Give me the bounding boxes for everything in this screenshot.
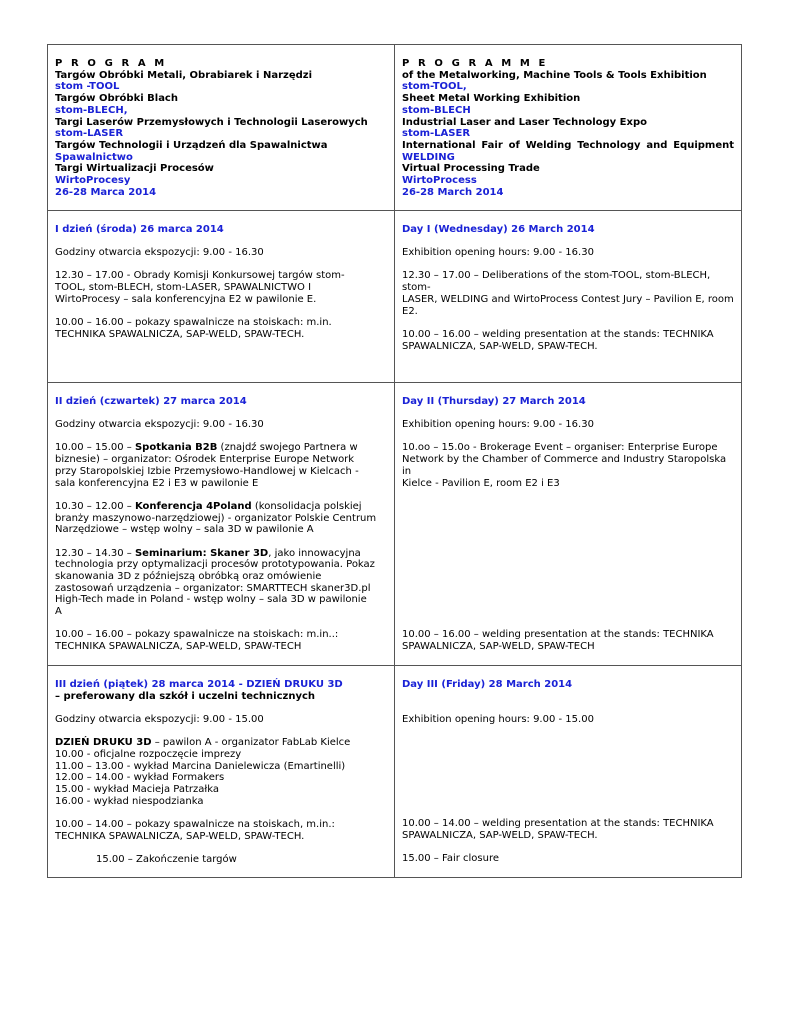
header-pl-lines — [55, 70, 387, 199]
text-line: 16.00 - wykład niespodzianka — [55, 795, 204, 807]
text-line: SPAWALNICZA, SAP-WELD, SPAW-TECH — [402, 640, 595, 652]
text-line: TECHNIKA SPAWALNICZA, SAP-WELD, SPAW-TECH. — [55, 328, 305, 340]
day1-jury-pl — [55, 270, 387, 305]
day1-hours-en: Exhibition opening hours: 9.00 - 16.30 — [402, 247, 594, 259]
day1-welding-en — [402, 329, 734, 352]
text-line: 10.00 – 14.00 – pokazy spawalnicze na stoiskach, m.in.: — [55, 818, 335, 830]
text-line: SPAWALNICZA, SAP-WELD, SPAW-TECH. — [402, 340, 598, 352]
header-en-cell — [395, 45, 742, 211]
text-line: biznesie) – organizator: Ośrodek Enterprise Europe Network — [55, 454, 355, 466]
day2-pl-cell — [48, 383, 395, 666]
text-line: SPAWALNICZA, SAP-WELD, SPAW-TECH. — [402, 830, 598, 842]
day2-title-pl: II dzień (czwartek) 27 marca 2014 — [55, 396, 247, 408]
header-pl-cell — [48, 45, 395, 211]
day2-row — [48, 383, 742, 666]
day2-brokerage-en — [402, 442, 734, 489]
day1-row — [48, 211, 742, 383]
header-line: Targów Obróbki Blach — [55, 93, 178, 105]
day2-seminar-pl: 12.30 – 14.30 – Seminarium: Skaner 3D, jako innowacyjna technologia przy optymalizacji procesów prototypowania. Pokaz skanowania 3D z późniejszą obróbką oraz omówienie zastosowań urządzenia – organizator: SMARTTECH skaner3D.pl High-Tech made in Poland - wstęp wolny – sala 3D w pawilonie A — [55, 548, 387, 618]
text-line: 12.30 – 17.00 - Obrady Komisji Konkursowej targów stom- — [55, 270, 345, 282]
day3-pl-cell — [48, 666, 395, 878]
text-line: skanowania 3D z późniejszą obróbką oraz omówienie — [55, 570, 322, 582]
day3-print-pl: DZIEŃ DRUKU 3D – pawilon A - organizator FabLab Kielce 10.00 - oficjalne rozpoczęcie imprezy 11.00 – 13.00 - wykład Marcina Danielewicza (Emartinelli) 12.00 – 14.00 - wykład Formakers 15.00 - wykład Macieja Patrzałka 16.00 - wykład niespodzianka — [55, 737, 387, 807]
header-line: Targów Obróbki Metali, Obrabiarek i Narzędzi — [55, 69, 313, 81]
text-line: 10.00 - oficjalne rozpoczęcie imprezy — [55, 748, 242, 760]
header-line-highlight: stom-LASER — [402, 128, 471, 140]
day3-closing-en: 15.00 – Fair closure — [402, 853, 500, 865]
day2-hours-en: Exhibition opening hours: 9.00 - 16.30 — [402, 419, 594, 431]
header-line: Targi Wirtualizacji Procesów — [55, 163, 214, 175]
text-line: A — [55, 606, 62, 618]
header-line-highlight: stom-LASER — [55, 128, 124, 140]
text-line: WirtoProcesy – sala konferencyjna E2 w pawilonie E. — [55, 293, 317, 305]
header-row — [48, 45, 742, 211]
seminar-label: Seminarium: Skaner 3D — [134, 547, 269, 559]
text-line: 10.00 – 16.00 – pokazy spawalnicze na stoiskach: m.in..: — [55, 629, 339, 641]
header-line: Industrial Laser and Laser Technology Expo — [402, 116, 647, 128]
day3-welding-pl — [55, 819, 387, 842]
program-title-pl: P R O G R A M — [55, 58, 167, 69]
text-line: sala konferencyjna E2 i E3 w pawilonie E — [55, 477, 259, 489]
text-line: branży maszynowo-narzędziowej) - organizator Polskie Centrum — [55, 512, 377, 524]
text-line: 10.00 – 14.00 – welding presentation at the stands: TECHNIKA — [402, 818, 714, 830]
text-line: TECHNIKA SPAWALNICZA, SAP-WELD, SPAW-TECH — [55, 641, 302, 653]
day3-title-pl: III dzień (piątek) 28 marca 2014 - DZIEŃ DRUKU 3D – preferowany dla szkół i uczelni technicznych — [55, 679, 387, 702]
header-line-highlight: WirtoProcess — [402, 175, 477, 187]
day2-conf-pl: 10.30 – 12.00 – Konferencja 4Poland (konsolidacja polskiej branży maszynowo-narzędziowej) - organizator Polskie Centrum Narzędziowe – wstęp wolny – sala 3D w pawilonie A — [55, 501, 387, 536]
text-line: 10.oo – 15.0o - Brokerage Event – organiser: Enterprise Europe — [402, 442, 718, 454]
text-line: High-Tech made in Poland - wstęp wolny – sala 3D w pawilonie — [55, 594, 367, 606]
day2-en-cell — [395, 383, 742, 666]
header-line-highlight: stom-BLECH, — [55, 104, 128, 116]
text-line: 10.00 – 16.00 – pokazy spawalnicze na stoiskach: m.in. — [55, 317, 332, 329]
b2b-label: Spotkania B2B — [134, 442, 218, 454]
day2-title-en: Day II (Thursday) 27 March 2014 — [402, 396, 586, 408]
header-line: Sheet Metal Working Exhibition — [402, 93, 581, 105]
text-line: 10.00 – 16.00 – welding presentation at the stands: TECHNIKA — [402, 328, 714, 340]
text-line: Kielce - Pavilion E, room E2 i E3 — [402, 477, 560, 489]
program-title-en: P R O G R A M M E — [402, 58, 548, 69]
text-line: Narzędziowe – wstęp wolny – sala 3D w pawilonie A — [55, 524, 314, 536]
day3-hours-en: Exhibition opening hours: 9.00 - 15.00 — [402, 714, 594, 726]
header-en-lines — [402, 70, 734, 199]
header-line: Targi Laserów Przemysłowych i Technologii Laserowych — [55, 116, 368, 128]
header-line-highlight: stom-BLECH — [402, 104, 471, 116]
text-line: 15.00 - wykład Macieja Patrzałka — [55, 783, 219, 795]
day2-welding-pl — [55, 629, 387, 652]
day2-b2b-pl: 10.00 – 15.00 – Spotkania B2B (znajdź swojego Partnera w biznesie) – organizator: Ośrodek Enterprise Europe Network przy Staropolskiej Izbie Przemysłowo-Handlowej w Kielcach - sala konferencyjna E2 i E3 w pawilonie E — [55, 442, 387, 489]
day2-welding-en — [402, 629, 734, 652]
day1-welding-pl — [55, 317, 387, 340]
text-line: przy Staropolskiej Izbie Przemysłowo-Handlowej w Kielcach - — [55, 465, 359, 477]
text-line: 10.00 – 16.00 – welding presentation at the stands: TECHNIKA — [402, 628, 714, 640]
text-line: TECHNIKA SPAWALNICZA, SAP-WELD, SPAW-TECH. — [55, 830, 305, 842]
header-line: International Fair of Welding Technology and Equipment — [402, 139, 734, 151]
text-line: technologia przy optymalizacji procesów prototypowania. Pokaz — [55, 559, 375, 571]
day1-title-pl: I dzień (środa) 26 marca 2014 — [55, 224, 224, 236]
header-line: Virtual Processing Trade — [402, 163, 540, 175]
day3-welding-en — [402, 818, 734, 841]
header-line: of the Metalworking, Machine Tools & Tools Exhibition — [402, 69, 707, 81]
header-line: Targów Technologii i Urządzeń dla Spawalnictwa — [55, 139, 328, 151]
day3-en-cell — [395, 666, 742, 878]
day1-jury-en — [402, 270, 734, 317]
conference-label: Konferencja 4Poland — [134, 500, 252, 512]
text-line: zastosowań urządzenia – organizator: SMARTTECH skaner3D.pl — [55, 582, 371, 594]
text-line: 12.00 – 14.00 - wykład Formakers — [55, 772, 225, 784]
header-line-highlight: 26-28 March 2014 — [402, 186, 504, 198]
day3-closing-pl: 15.00 – Zakończenie targów — [96, 853, 237, 865]
text-line: LASER, WELDING and WirtoProcess Contest Jury – Pavilion E, room — [402, 293, 734, 305]
text-line: Network by the Chamber of Commerce and Industry Staropolska in — [402, 454, 727, 477]
header-line-highlight: Spawalnictwo — [55, 151, 133, 163]
day2-hours-pl: Godziny otwarcia ekspozycji: 9.00 - 16.30 — [55, 419, 264, 431]
header-line-highlight: 26-28 Marca 2014 — [55, 186, 157, 198]
text-line: 12.30 – 17.00 – Deliberations of the stom-TOOL, stom-BLECH, stom- — [402, 270, 711, 294]
day1-title-en: Day I (Wednesday) 26 March 2014 — [402, 224, 595, 236]
day3-hours-pl: Godziny otwarcia ekspozycji: 9.00 - 15.00 — [55, 713, 264, 725]
day3-subtitle-pl: – preferowany dla szkół i uczelni technicznych — [55, 691, 316, 703]
day3-title-en: Day III (Friday) 28 March 2014 — [402, 679, 573, 691]
text-line: E2. — [402, 305, 418, 317]
header-line-highlight: stom -TOOL — [55, 81, 120, 93]
header-line-highlight: stom-TOOL, — [402, 81, 467, 93]
header-line-highlight: WirtoProcesy — [55, 175, 131, 187]
text-line: 11.00 – 13.00 - wykład Marcina Danielewicza (Emartinelli) — [55, 760, 346, 772]
header-line-highlight: WELDING — [402, 151, 455, 163]
day1-en-cell — [395, 211, 742, 383]
day1-hours-pl: Godziny otwarcia ekspozycji: 9.00 - 16.30 — [55, 247, 264, 259]
day3-row — [48, 666, 742, 878]
program-table — [47, 44, 742, 878]
print-day-label: DZIEŃ DRUKU 3D — [55, 737, 152, 749]
text-line: TOOL, stom-BLECH, stom-LASER, SPAWALNICTWO I — [55, 282, 312, 294]
day1-pl-cell — [48, 211, 395, 383]
